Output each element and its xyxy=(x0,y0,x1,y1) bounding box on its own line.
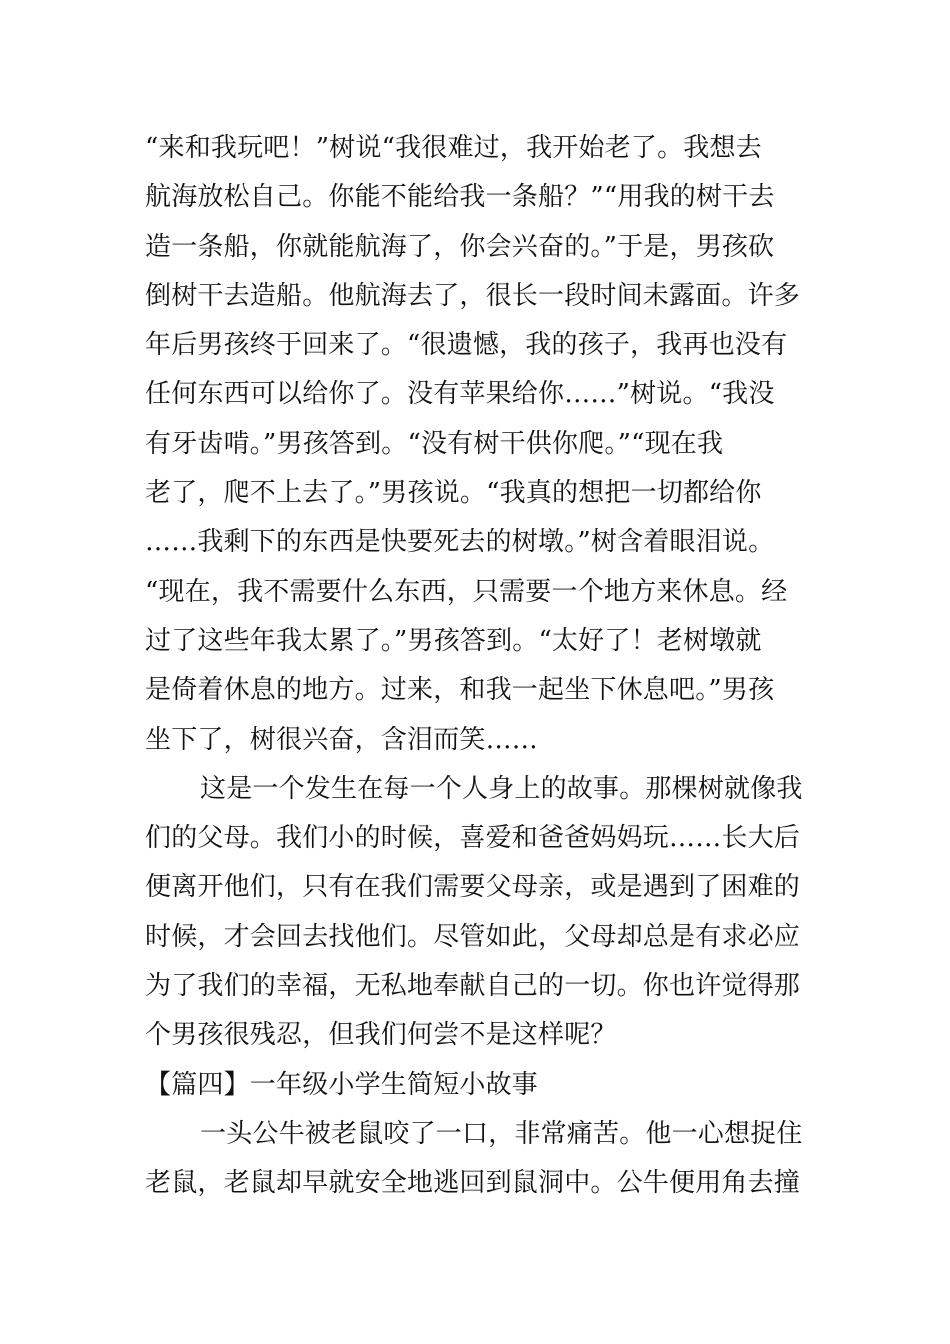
text-line: 时候，才会回去找他们。尽管如此，父母却总是有求必应 xyxy=(145,921,801,952)
text-line: “来和我玩吧！”树说“我很难过，我开始老了。我想去 xyxy=(145,133,762,163)
story-text xyxy=(145,124,810,1209)
text-line: ……我剩下的东西是快要死去的树墩。”树含着眼泪说。 xyxy=(145,527,775,558)
paragraph-start-line: 这是一个发生在每一个人身上的故事。那棵树就像我 xyxy=(200,773,803,804)
text-line: 们的父母。我们小的时候，喜爱和爸爸妈妈玩……长大后 xyxy=(145,823,801,854)
text-line: 有牙齿啃。”男孩答到。“没有树干供你爬。”“现在我 xyxy=(145,428,724,459)
text-line: 便离开他们，只有在我们需要父母亲，或是遇到了困难的 xyxy=(145,872,801,903)
text-line: 个男孩很残忍，但我们何尝不是这样呢？ xyxy=(145,1020,617,1051)
text-line: 老了，爬不上去了。”男孩说。“我真的想把一切都给你 xyxy=(145,478,762,509)
text-line: 航海放松自己。你能不能给我一条船？”“用我的树干去 xyxy=(145,182,775,213)
paragraph-start-line: 一头公牛被老鼠咬了一口，非常痛苦。他一心想捉住 xyxy=(200,1118,803,1149)
text-line: 倒树干去造船。他航海去了，很长一段时间未露面。许多 xyxy=(145,280,801,311)
text-line: 过了这些年我太累了。”男孩答到。“太好了！老树墩就 xyxy=(145,625,762,656)
text-line: “现在，我不需要什么东西，只需要一个地方来休息。经 xyxy=(145,576,788,607)
section-heading: 【篇四】一年级小学生简短小故事 xyxy=(145,1069,539,1100)
text-line: 是倚着休息的地方。过来，和我一起坐下休息吧。”男孩 xyxy=(145,675,775,706)
text-line: 为了我们的幸福，无私地奉献自己的一切。你也许觉得那 xyxy=(145,971,801,1002)
text-line: 任何东西可以给你了。没有苹果给你……”树说。“我没 xyxy=(145,379,775,410)
text-line: 老鼠，老鼠却早就安全地逃回到鼠洞中。公牛便用角去撞 xyxy=(145,1168,801,1199)
text-line: 坐下了，树很兴奋，含泪而笑…… xyxy=(145,724,539,755)
text-line: 年后男孩终于回来了。“很遗憾，我的孩子，我再也没有 xyxy=(145,330,788,361)
text-line: 造一条船，你就能航海了，你会兴奋的。”于是，男孩砍 xyxy=(145,231,775,262)
